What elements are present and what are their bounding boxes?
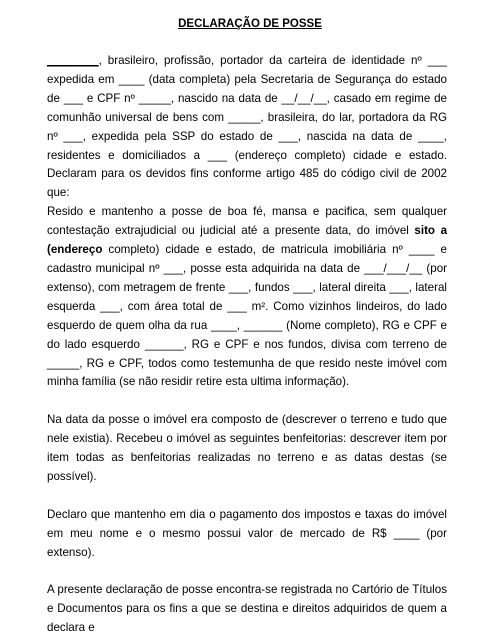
possession-address-bold: sito a (endereço xyxy=(47,224,448,257)
title-text: DECLARAÇÃO DE POSSE xyxy=(178,18,322,30)
qualification-text: , brasileiro, profissão, portador da carteira de identidade nº ___ expedida em ____ (data completa) pela Secretaria de Segurança do estado de ___ e CPF nº _____, nascido na data de __/__/__, casado em regime de comunhão universal de bens com _____, brasileira, do lar, portadora da RG nº ___, expedida pela SSP do estado de ___, nascida na data de ____, residentes e domiciliados a ___ (endereço completo) cidade e estado. Declaram para os devidos fins conforme artigo 485 do código civil de 2002 que: xyxy=(47,54,447,200)
paragraph-composition: Na data da posse o imóvel era composto de (descrever o terreno e tudo que nele existia). Recebeu o imóvel as seguintes benfeitorias: descrever item por item todas as benfeitorias realizadas no terreno e as datas destas (se possível). xyxy=(47,413,447,483)
document-title xyxy=(0,17,500,31)
paragraph-taxes: Declaro que mantenho em dia o pagamento dos impostos e taxas do imóvel em meu nome e o mesmo possui valor de mercado de R$ ____ (por extenso). xyxy=(47,507,447,559)
name-blank: ________ xyxy=(47,54,99,67)
paragraph-qualification xyxy=(47,52,447,203)
paragraph-possession xyxy=(47,203,447,392)
possession-text-end: completo) cidade e estado, de matricula imobiliária nº ____ e cadastro municipal nº ___, posse esta adquirida na data de ___/___/__ (por extenso), com metragem de frente ___, fundos ___, lateral direita ___, lateral esquerda ___, com área total de ___ m². Como vizinhos lindeiros, do lado esquerdo de quem olha da rua ____, ______ (Nome completo), RG e CPF e do lado esquerdo ______, RG e CPF e nos fundos, divisa com terreno de _____, RG e CPF, todos como testemunha de que resido neste imóvel com minha família (se não residir retire esta ultima informação). xyxy=(47,243,447,389)
document-body xyxy=(47,52,447,638)
paragraph-registration: A presente declaração de posse encontra-se registrada no Cartório de Títulos e Documentos para os fins a que se destina e direitos adquiridos de quem a declara e xyxy=(47,583,447,635)
possession-text-start: Resido e mantenho a posse de boa fé, mansa e pacifica, sem qualquer contestação extrajudicial ou judicial até a presente data, do imóvel xyxy=(47,205,447,238)
